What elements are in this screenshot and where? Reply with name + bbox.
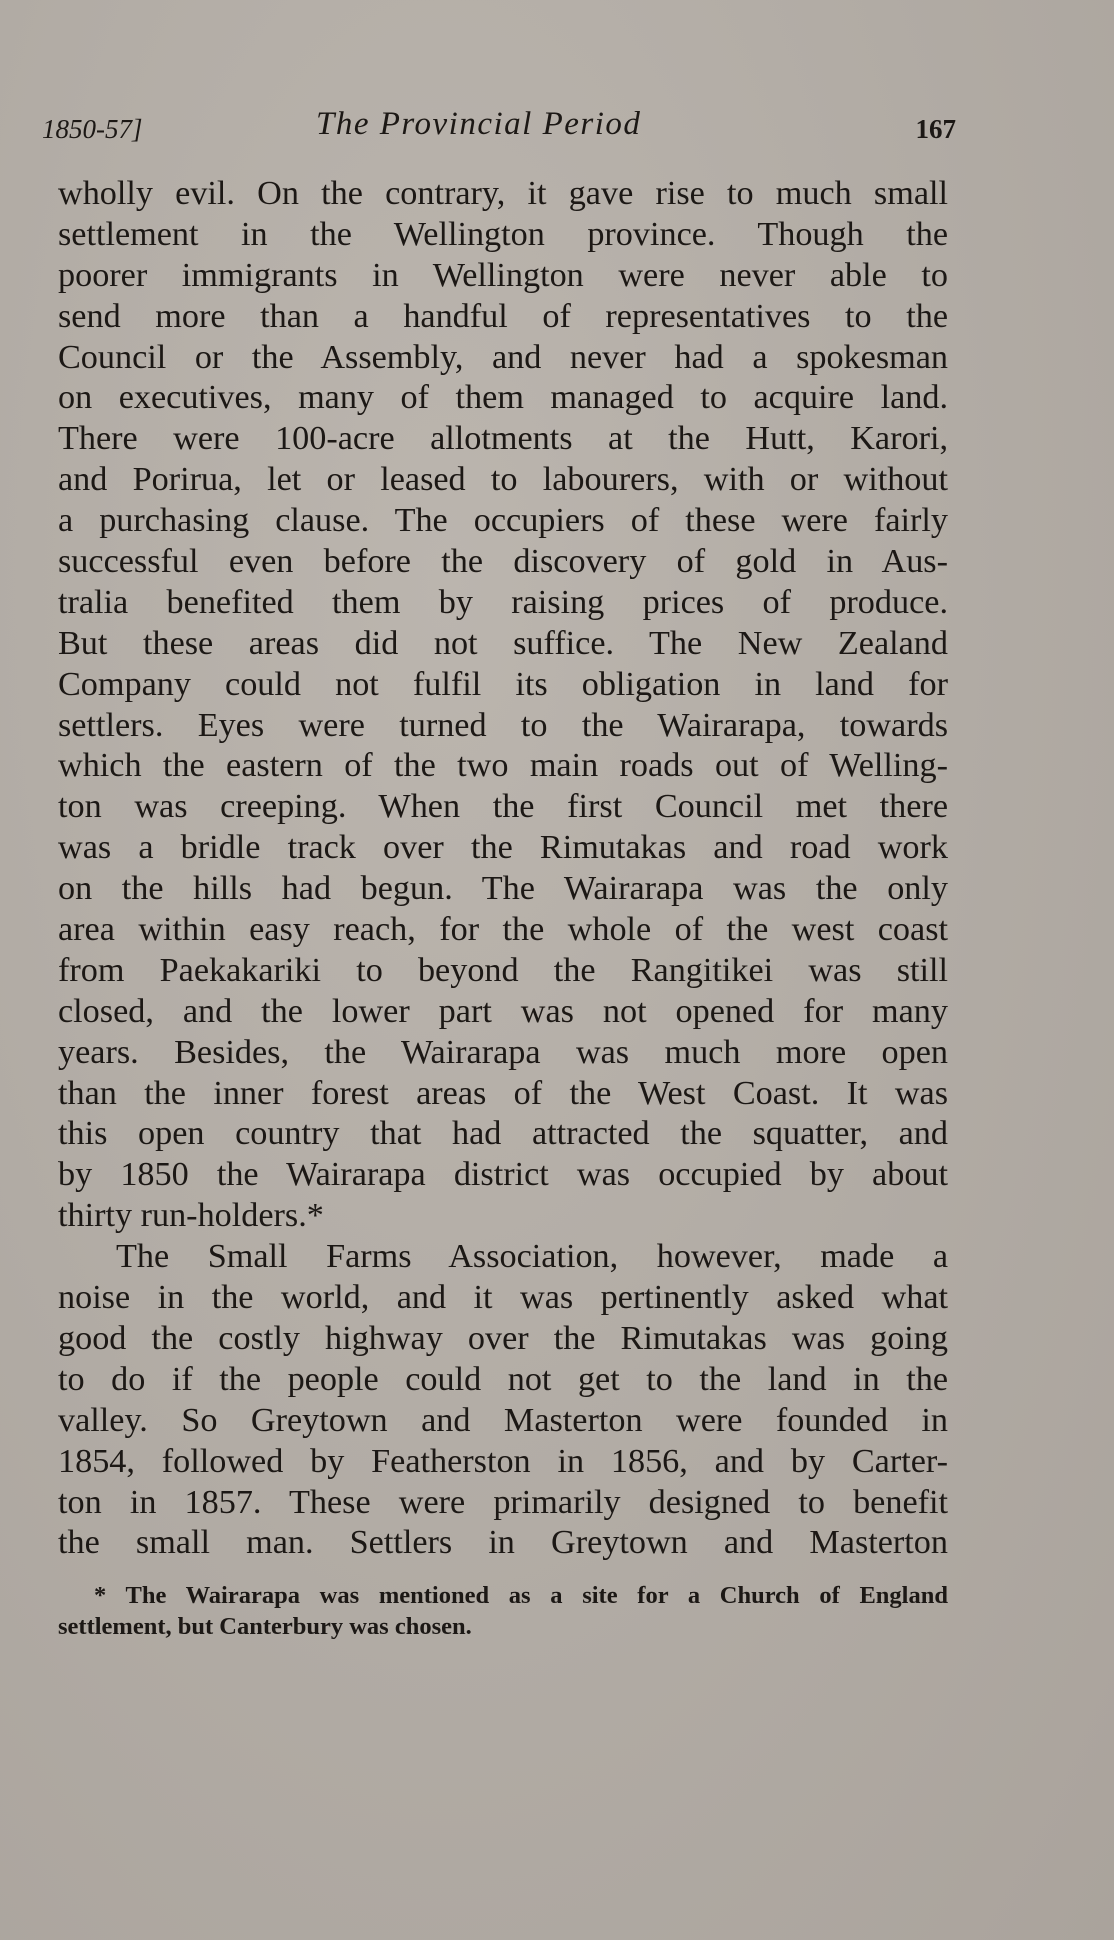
footnote-line: settlement, but Canterbury was chosen.	[58, 1613, 472, 1641]
running-header	[42, 106, 956, 154]
text-line: poorer immigrants in Wellington were never able to	[58, 256, 948, 294]
text-line: ton in 1857. These were primarily designed to benefit	[58, 1483, 948, 1521]
text-line: valley. So Greytown and Masterton were founded in	[58, 1401, 948, 1439]
text-line: The Small Farms Association, however, made a	[116, 1238, 948, 1276]
text-line: wholly evil. On the contrary, it gave rise to much small	[58, 175, 948, 212]
text-line: this open country that had attracted the squatter, and	[58, 1115, 948, 1153]
text-line: area within easy reach, for the whole of the west coast	[58, 911, 948, 949]
text-line: Company could not fulfil its obligation in land for	[58, 665, 948, 703]
text-line: on the hills had begun. The Wairarapa was the only	[58, 870, 948, 908]
text-line: ton was creeping. When the first Council met there	[58, 788, 948, 826]
text-line: noise in the world, and it was pertinently asked what	[58, 1279, 948, 1317]
footnote	[58, 1580, 948, 1642]
text-line: a purchasing clause. The occupiers of these were fairly	[58, 502, 948, 540]
text-line: than the inner forest areas of the West Coast. It was	[58, 1074, 948, 1112]
header-date-range: 1850-57]	[42, 114, 143, 144]
footnote-line: * The Wairarapa was mentioned as a site for a Church of England	[94, 1582, 948, 1610]
text-line: good the costly highway over the Rimutakas was going	[58, 1319, 948, 1357]
header-title: The Provincial Period	[316, 106, 642, 142]
text-line: But these areas did not suffice. The New Zealand	[58, 624, 948, 662]
text-line: years. Besides, the Wairarapa was much more open	[58, 1033, 948, 1071]
text-line: on executives, many of them managed to acquire land.	[58, 379, 948, 417]
text-line: Council or the Assembly, and never had a spokesman	[58, 338, 948, 376]
text-line: settlement in the Wellington province. Though the	[58, 215, 948, 253]
book-page	[42, 106, 956, 1642]
body-text	[58, 174, 948, 1564]
text-line: which the eastern of the two main roads out of Welling-	[58, 747, 948, 785]
text-line: settlers. Eyes were turned to the Wairarapa, towards	[58, 706, 948, 744]
text-line: There were 100-acre allotments at the Hutt, Karori,	[58, 420, 948, 458]
text-line: 1854, followed by Featherston in 1856, and by Carter-	[58, 1442, 948, 1480]
text-line: tralia benefited them by raising prices of produce.	[58, 583, 948, 621]
text-line: the small man. Settlers in Greytown and Masterton	[58, 1524, 948, 1562]
text-line: successful even before the discovery of gold in Aus-	[58, 543, 948, 581]
page-number: 167	[915, 114, 956, 144]
text-line: was a bridle track over the Rimutakas and road work	[58, 829, 948, 867]
text-line: from Paekakariki to beyond the Rangitikei was still	[58, 951, 948, 989]
text-line: to do if the people could not get to the land in the	[58, 1360, 948, 1398]
text-line: send more than a handful of representatives to the	[58, 297, 948, 335]
text-line: and Porirua, let or leased to labourers, with or without	[58, 461, 948, 499]
text-line: closed, and the lower part was not opened for many	[58, 992, 948, 1030]
text-line: thirty run-holders.*	[58, 1197, 324, 1235]
text-line: by 1850 the Wairarapa district was occupied by about	[58, 1156, 948, 1194]
